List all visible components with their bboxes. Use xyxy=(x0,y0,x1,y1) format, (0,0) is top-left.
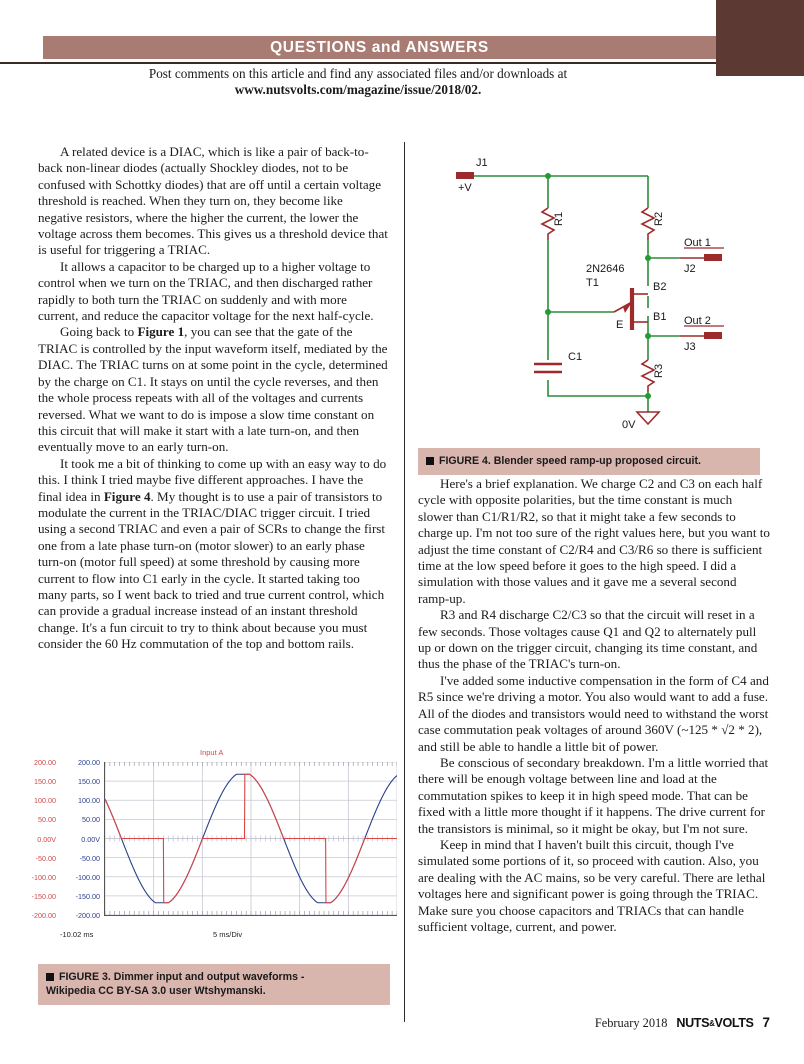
chart-y-label-red-1: 150.00 xyxy=(34,777,56,787)
footer-month: February 2018 xyxy=(594,1016,668,1030)
figure3-caption-line2: Wikipedia CC BY-SA 3.0 user Wtshymanski. xyxy=(46,985,266,997)
label-c1: C1 xyxy=(568,351,583,363)
caption-square-icon xyxy=(426,457,434,465)
label-plus-v: +V xyxy=(458,182,472,194)
paragraph-explanation: Here's a brief explanation. We charge C2 and C3 on each half cycle with opposite polarities, but the time constant is much slower than C1/R1/R2, so that it might take a few seconds to charge up. I'm not too sure of the right values here, but you want to adjust the time constant of C2/R4 and C3/R6 so there is sufficient time at the low speed before it goes to the high speed. I did a simulation with those values and it gave me a several second ramp-up. xyxy=(418,476,770,606)
brand-nuts: NUTS xyxy=(676,1016,710,1030)
right-text-column xyxy=(418,476,770,935)
p4-part-a: It took me a bit of thinking to come up with an easy way to do this. I think I tried maybe five different approaches. I have the final idea in xyxy=(38,455,387,504)
chart-y-label-red-2: 100.00 xyxy=(34,796,56,806)
chart-y-label-red-4: 0.00V xyxy=(37,834,56,844)
label-r2: R2 xyxy=(653,211,665,226)
post-comments-url: www.nutsvolts.com/magazine/issue/2018/02. xyxy=(234,82,482,97)
chart-y-label-red-3: 50.00 xyxy=(38,815,56,825)
chart-y-label-red-0: 200.00 xyxy=(34,758,56,767)
chart-y-label-red-8: -200.00 xyxy=(31,911,56,920)
corner-color-block xyxy=(716,0,804,76)
label-j3: J3 xyxy=(684,341,696,353)
paragraph-capacitor: It allows a capacitor to be charged up to a higher voltage to control when we turn on the TRIAC, and then discharged rather rapidly to both turn the TRIAC on suddenly and with more current, and reduce the capacitor voltage for the next half-cycle. xyxy=(38,258,374,324)
p3-part-c: , you can see that the gate of the TRIAC is controlled by the input waveform itself, mediated by the DIAC. The TRIAC turns on at some point in the cycle, determined by the charge on C1. It stays on until the cycle reverses, and then the whole process repeats with all of the voltages and currents reversed. What we want to do is impose a slow time constant on this circuit that will make it start with a late turn-on, and then eventually move to an early turn-on. xyxy=(38,324,388,455)
section-banner-title: QUESTIONS and ANSWERS xyxy=(43,36,716,59)
chart-title: Input A xyxy=(200,748,224,757)
chart-y-label-blue-1: 150.00 xyxy=(78,777,100,787)
chart-y-label-blue-7: -150.00 xyxy=(75,891,100,901)
figure4-schematic xyxy=(418,144,766,444)
header-rule xyxy=(0,62,716,64)
page-footer xyxy=(418,1014,770,1034)
label-e: E xyxy=(616,319,624,331)
brand-volts: VOLTS xyxy=(714,1016,754,1030)
label-b2: B2 xyxy=(653,281,667,293)
footer-page-number: 7 xyxy=(762,1015,770,1030)
chart-y-label-blue-6: -100.00 xyxy=(75,872,100,882)
label-b1: B1 xyxy=(653,311,667,323)
label-r3: R3 xyxy=(653,363,665,378)
chart-y-label-blue-8: -200.00 xyxy=(75,911,100,920)
p3-part-a: Going back to xyxy=(60,324,138,340)
paragraph-inductive: I've added some inductive compensation in the form of C4 and R5 since we're driving a motor. You also would want to add a fuse. All of the diodes and transistors would need to withstand the worst case commutation peak voltages of around 360V (~125 * √2 * 2), and still be able to handle a little bit of power. xyxy=(418,672,769,754)
label-part-number: 2N2646 xyxy=(586,263,625,275)
caption-square-icon xyxy=(46,973,54,981)
chart-y-label-blue-4: 0.00V xyxy=(81,834,100,844)
label-t1: T1 xyxy=(586,277,599,289)
paragraph-caution: Keep in mind that I haven't built this circuit, though I've simulated some portions of it, so proceed with caution. Also, you are dealing with the AC mains, so be very careful. There are lethal voltages here and significant power is going through the TRIAC. Make sure you choose capacitors and TRIACs that can handle sufficient voltage, current, and power. xyxy=(418,836,766,934)
label-r1: R1 xyxy=(553,211,565,226)
connector-j3-pad xyxy=(704,332,722,339)
p4-part-c: . My thought is to use a pair of transistors to modulate the current in the TRIAC/DIAC trigger circuit. I tried using a second TRIAC and even a pair of SCRs to change the first one from a late phase turn-on (motor slower) to an early phase turn-on (motor full speed) at some threshold by causing more current to flow into C1 early in the cycle. It started taking too many parts, so I went back to tried and true current control, which can provide a gradual increase instead of an instant threshold change. It's a fun circuit to try to think about because you must consider the 60 Hz commutation of the top and bottom rails. xyxy=(38,488,386,652)
column-divider xyxy=(404,142,405,1022)
label-out1: Out 1 xyxy=(684,237,711,249)
connector-j2-pad xyxy=(704,254,722,261)
chart-x-tick-left: -10.02 ms xyxy=(60,930,94,939)
paragraph-figure4 xyxy=(38,456,390,653)
paragraph-figure1 xyxy=(38,324,390,455)
chart-svg xyxy=(105,762,397,915)
figure3-caption xyxy=(38,964,390,1005)
left-text-column xyxy=(38,144,390,653)
schematic-labels xyxy=(458,157,711,431)
label-out2: Out 2 xyxy=(684,315,711,327)
chart-y-label-blue-2: 100.00 xyxy=(78,796,100,806)
footer-brand xyxy=(676,1016,753,1030)
schematic-svg xyxy=(418,144,766,444)
paragraph-diac: A related device is a DIAC, which is like a pair of back-to-back non-linear diodes (actually Shockley diodes, not to be confused with Schottky diodes) that are off until a certain voltage threshold is reached. When they turn on, they become like negative resistors, where the higher the current, the lower the voltage across them becomes. This gives us a threshold device that is useful for triggering a TRIAC. xyxy=(38,144,388,258)
chart-y-label-blue-0: 200.00 xyxy=(78,758,100,767)
chart-y-label-blue-3: 50.00 xyxy=(82,815,100,825)
post-comments-line-1: Post comments on this article and find any associated files and/or downloads at xyxy=(148,66,568,81)
chart-y-label-red-7: -150.00 xyxy=(31,891,56,901)
label-ground: 0V xyxy=(622,419,636,431)
paragraph-breakdown: Be conscious of secondary breakdown. I'm a little worried that there will be enough voltage between line and load at the commutation spikes to keep it in high speed mode. That can be fixed with a little more thought if it happens. The drive current for the transistors is minimal, so it might be okay, but I'm not sure. xyxy=(418,754,769,836)
figure3-caption-line1: FIGURE 3. Dimmer input and output waveforms - xyxy=(59,971,305,983)
label-j2: J2 xyxy=(684,263,696,275)
schematic-components xyxy=(456,172,724,424)
chart-y-label-red-6: -100.00 xyxy=(31,872,56,882)
brand-amp: & xyxy=(709,1019,715,1028)
schematic-wires xyxy=(474,176,680,412)
figure1-ref: Figure 1 xyxy=(137,324,185,340)
label-j1: J1 xyxy=(476,157,488,169)
figure3-chart xyxy=(8,748,398,948)
paragraph-discharge: R3 and R4 discharge C2/C3 so that the circuit will reset in a few seconds. Those voltages cause Q1 and Q2 to alternately pull up or down on the trigger circuit, changing its time constant, and thus the phase of the TRIAC's turn-on. xyxy=(418,607,758,672)
connector-j1-pad xyxy=(456,172,474,179)
chart-plot-area xyxy=(104,762,397,916)
figure4-ref: Figure 4 xyxy=(103,488,151,504)
chart-y-label-blue-5: -50.00 xyxy=(79,853,100,863)
ground-symbol xyxy=(637,412,659,424)
figure4-caption-text: FIGURE 4. Blender speed ramp-up proposed circuit. xyxy=(439,455,701,467)
chart-x-tick-right: 5 ms/Div xyxy=(213,930,243,939)
figure4-caption xyxy=(418,448,760,475)
chart-y-label-red-5: -50.00 xyxy=(35,853,56,863)
